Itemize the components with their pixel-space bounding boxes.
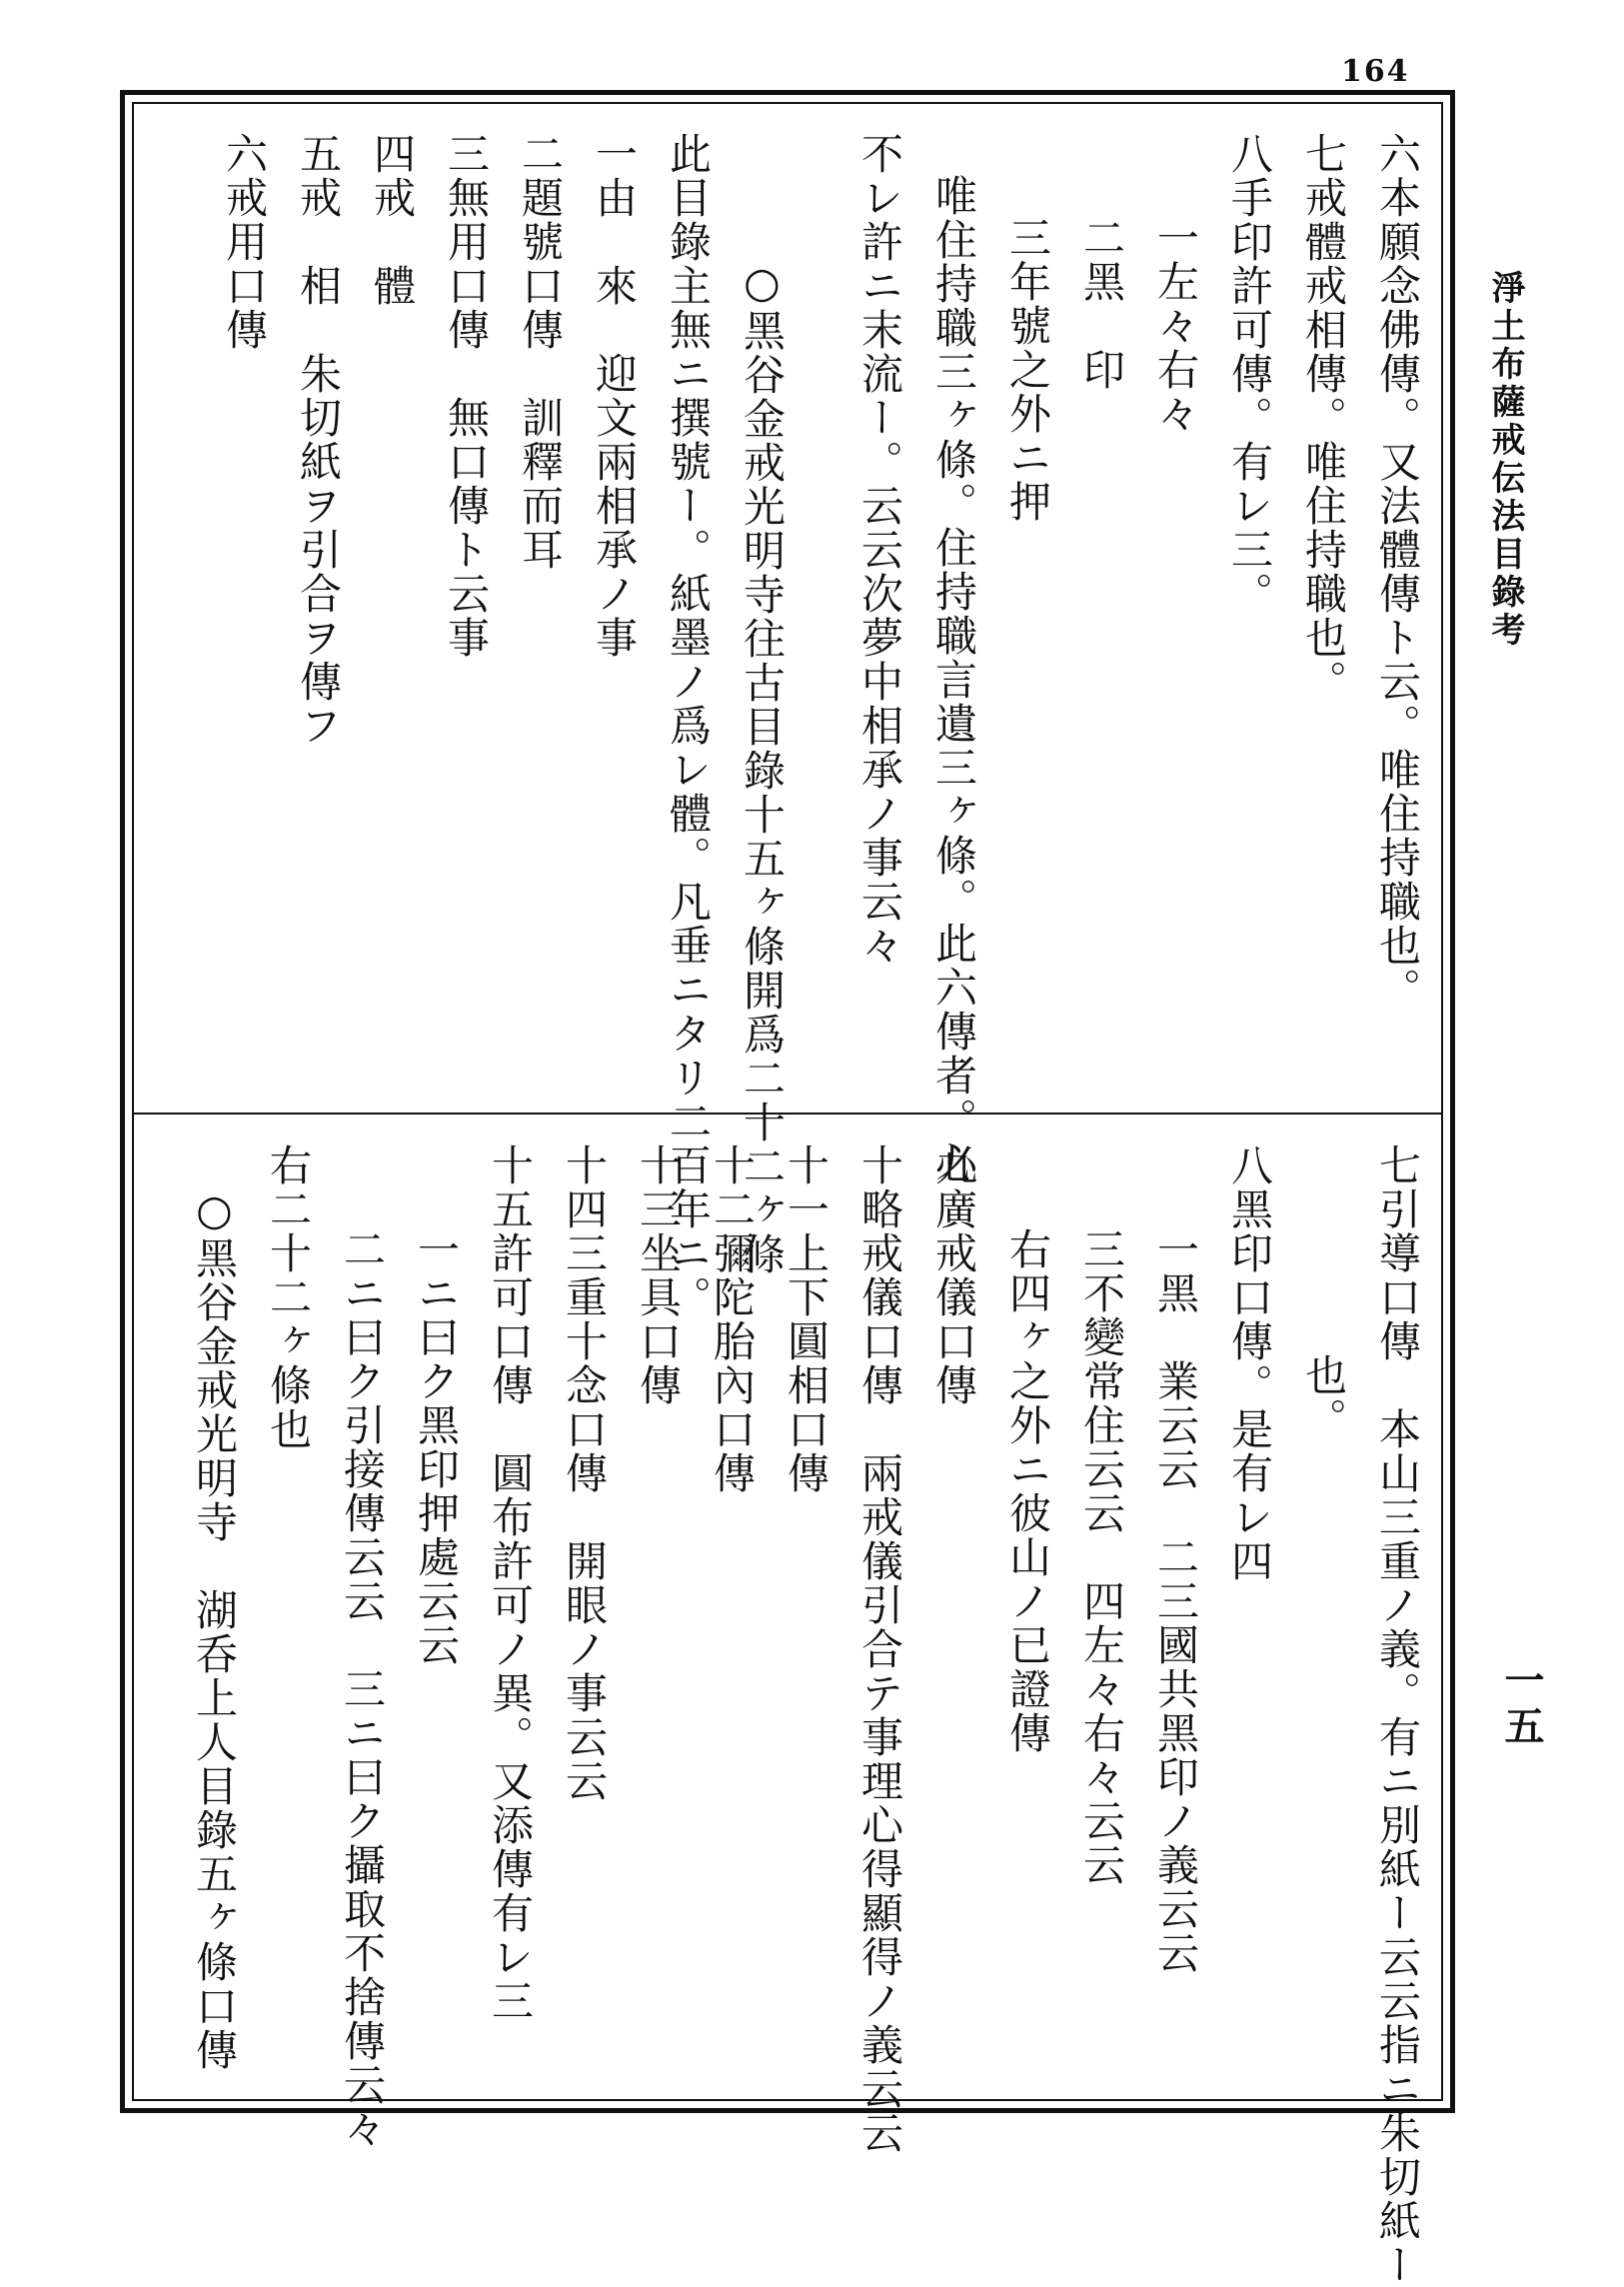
leaf-number: 一五 xyxy=(1498,1659,1545,1751)
text-line: 十略戒儀口傳 兩戒儀引合テ事理心得顯得ノ義云云 xyxy=(855,1144,904,2155)
text-line: ○黑谷金戒光明寺 湖呑上人目錄五ヶ條口傳 xyxy=(190,1185,239,2072)
text-line: 二題號口傳 訓釋而耳 xyxy=(516,132,565,572)
text-line: 五戒 相 朱切紙ヲ引合ヲ傳フ xyxy=(294,132,343,748)
text-line: 八黑印口傳。是有レ四 xyxy=(1225,1144,1274,1583)
text-line: 不レ許ニ末流ー。云云次夢中相承ノ事云々 xyxy=(855,132,904,968)
page-number: 164 xyxy=(1341,54,1410,89)
text-line: 九廣戒儀口傳 xyxy=(929,1144,978,1407)
text-line: 六戒用口傳 xyxy=(220,132,269,352)
text-line: 也。 xyxy=(1299,1353,1348,1441)
text-line: 一ニ曰ク黑印押處云云 xyxy=(412,1227,461,1667)
text-line: 十五許可口傳 圓布許可ノ異。又添傳有レ三 xyxy=(486,1144,535,2023)
text-line: 七引導口傳 本山三重ノ義。有ニ別紙ー云云指ニ朱切紙ー xyxy=(1373,1144,1422,2287)
text-line: 右二十二ヶ條也 xyxy=(264,1144,313,1451)
text-line: 一黑 業云云 二三國共黑印ノ義云云 xyxy=(1151,1227,1200,1975)
text-line: 七戒體戒相傳。唯住持職也。 xyxy=(1299,132,1348,704)
lower-section xyxy=(140,1122,1435,2287)
text-line: 一由 來 迎文兩相承ノ事 xyxy=(590,132,639,660)
text-line: 此目錄主無ニ撰號ー。紙墨ノ爲レ體。凡垂ニタリ二百年ニ。 xyxy=(664,132,713,1319)
text-line: 八手印許可傳。有レ三。 xyxy=(1225,132,1274,616)
text-line: 二黑 印 xyxy=(1077,216,1126,392)
text-line: 三無用口傳 無口傳ト云事 xyxy=(442,132,491,660)
text-line: 十一上下圓相口傳 xyxy=(782,1144,830,1495)
text-line: 三年號之外ニ押 xyxy=(1003,216,1052,524)
text-line: 十三坐具口傳 xyxy=(634,1144,683,1407)
text-line: 十二彌陀胎內口傳 xyxy=(708,1144,757,1495)
text-line: ○黑谷金戒光明寺往古目錄十五ヶ條開爲二十二ヶ條 xyxy=(738,258,787,1276)
text-line: 六本願念佛傳。又法體傳ト云。唯住持職也。 xyxy=(1373,132,1422,1012)
blank-line xyxy=(806,132,835,1105)
text-line: 三不變常住云云 四左々右々云云 xyxy=(1077,1227,1126,1887)
running-title: 淨土布薩戒伝法目錄考 xyxy=(1485,270,1525,650)
text-line: 右四ヶ之外ニ彼山ノ已證傳 xyxy=(1003,1227,1052,1755)
text-line: 十四三重十念口傳 開眼ノ事云云 xyxy=(560,1144,609,1803)
text-line: 唯住持職三ヶ條。住持職言遺三ヶ條。此六傳者。必 xyxy=(929,174,978,1185)
text-line: 二ニ曰ク引接傳云云 三ニ曰ク攝取不捨傳云々 xyxy=(338,1227,387,2151)
text-line: 一左々右々 xyxy=(1151,216,1200,436)
text-line: 四戒 體 xyxy=(368,132,417,308)
